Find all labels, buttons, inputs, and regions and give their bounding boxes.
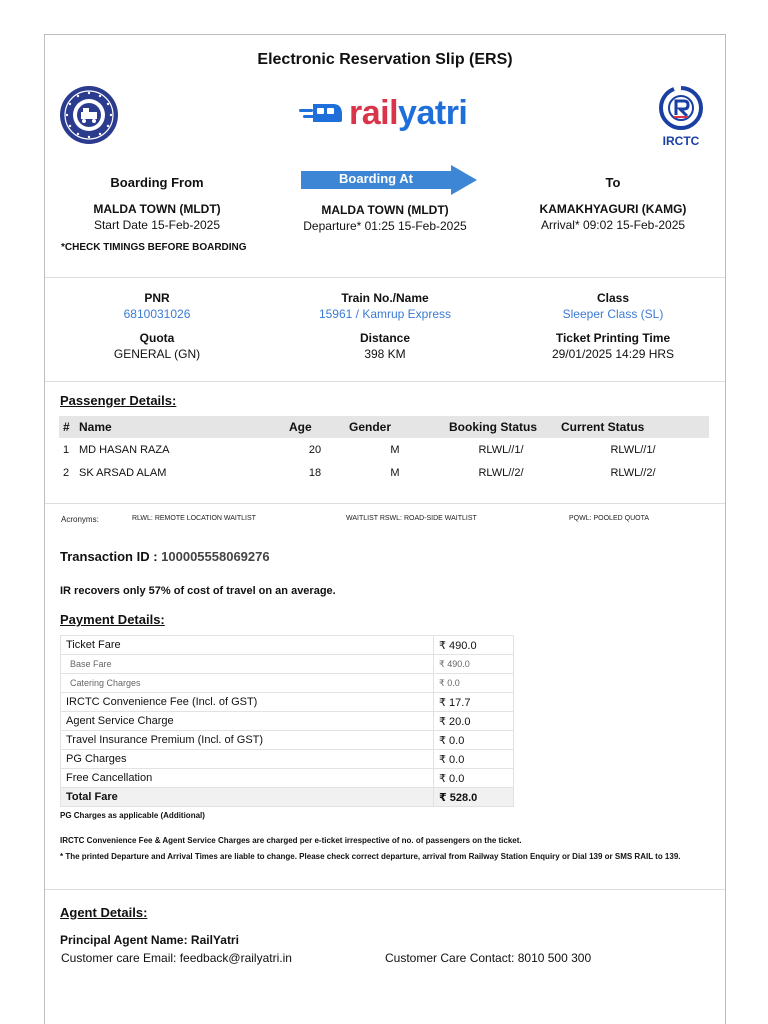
row-index: 2 bbox=[63, 466, 70, 479]
fare-label: Agent Service Charge bbox=[61, 712, 434, 731]
indian-railways-logo bbox=[59, 85, 119, 145]
fare-label: PG Charges bbox=[61, 750, 434, 769]
pnr-label: PNR bbox=[144, 291, 170, 305]
total-fare-row bbox=[61, 788, 514, 807]
fare-amount: ₹ 17.7 bbox=[434, 693, 514, 712]
class-value[interactable]: Sleeper Class (SL) bbox=[562, 307, 664, 321]
railyatri-logo bbox=[299, 93, 467, 133]
transaction-id: 100005558069276 bbox=[161, 549, 270, 564]
reservation-slip bbox=[44, 34, 726, 1024]
train-block bbox=[285, 291, 485, 321]
fare-label: Catering Charges bbox=[61, 674, 434, 693]
row-index: 1 bbox=[63, 443, 70, 456]
divider bbox=[45, 277, 725, 278]
booking-status: RLWL//1/ bbox=[478, 443, 524, 456]
fare-label: Base Fare bbox=[61, 655, 434, 674]
boarding-at-label: Boarding At bbox=[339, 171, 413, 186]
passenger-name: SK ARSAD ALAM bbox=[79, 466, 167, 479]
passenger-age: 20 bbox=[308, 443, 322, 456]
payment-details-title: Payment Details: bbox=[60, 612, 165, 627]
pnr-value[interactable]: 6810031026 bbox=[123, 307, 191, 321]
fare-amount: ₹ 0.0 bbox=[434, 750, 514, 769]
convenience-fee-note: IRCTC Convenience Fee & Agent Service Charges are charged per e-ticket irrespective of no. of passengers on the ticket. bbox=[60, 836, 522, 845]
agent-details-title: Agent Details: bbox=[60, 905, 148, 920]
destination bbox=[513, 165, 713, 232]
from-station: MALDA TOWN (MLDT) bbox=[93, 202, 221, 216]
class-label: Class bbox=[596, 291, 630, 305]
distance-block bbox=[285, 331, 485, 361]
train-label: Train No./Name bbox=[341, 291, 429, 305]
col-gender: Gender bbox=[345, 416, 445, 438]
pg-charges-note: PG Charges as applicable (Additional) bbox=[60, 811, 205, 820]
transaction-label: Transaction ID : bbox=[60, 549, 158, 564]
train-value[interactable]: 15961 / Kamrup Express bbox=[318, 307, 452, 321]
fare-amount: ₹ 0.0 bbox=[434, 731, 514, 750]
fare-amount: ₹ 0.0 bbox=[434, 674, 514, 693]
start-date: Start Date 15-Feb-2025 bbox=[93, 218, 221, 232]
customer-care-contact[interactable]: Customer Care Contact: 8010 500 300 bbox=[385, 951, 592, 965]
boarding-at-arrow bbox=[301, 165, 477, 195]
total-fare-amount: ₹ 528.0 bbox=[434, 788, 514, 807]
distance-value: 398 KM bbox=[364, 347, 406, 361]
customer-care-email[interactable]: Customer care Email: feedback@railyatri.in bbox=[61, 951, 292, 965]
fare-label: Ticket Fare bbox=[61, 636, 434, 655]
railyatri-wordmark: railyatri bbox=[349, 94, 468, 132]
slip-title: Electronic Reservation Slip (ERS) bbox=[257, 51, 513, 68]
to-station: KAMAKHYAGURI (KAMG) bbox=[539, 202, 687, 216]
passenger-gender: M bbox=[390, 466, 400, 479]
fare-amount: ₹ 490.0 bbox=[434, 636, 514, 655]
fare-amount: ₹ 20.0 bbox=[434, 712, 514, 731]
class-block bbox=[513, 291, 713, 321]
passenger-age: 18 bbox=[308, 466, 322, 479]
departure-time: Departure* 01:25 15-Feb-2025 bbox=[303, 219, 467, 233]
fare-amount: ₹ 490.0 bbox=[434, 655, 514, 674]
payment-table bbox=[60, 635, 514, 807]
fare-row bbox=[61, 712, 514, 731]
current-status: RLWL//2/ bbox=[610, 466, 656, 479]
divider bbox=[45, 503, 725, 504]
quota-block bbox=[57, 331, 257, 361]
timing-warning: *CHECK TIMINGS BEFORE BOARDING bbox=[61, 242, 247, 253]
passenger-table bbox=[59, 416, 709, 484]
fare-amount: ₹ 0.0 bbox=[434, 769, 514, 788]
fare-row bbox=[61, 731, 514, 750]
print-time-label: Ticket Printing Time bbox=[555, 331, 671, 345]
print-time-block bbox=[513, 331, 713, 361]
passenger-table-header bbox=[59, 416, 709, 438]
booking-status: RLWL//2/ bbox=[478, 466, 524, 479]
col-current-status: Current Status bbox=[557, 416, 709, 438]
quota-value: GENERAL (GN) bbox=[113, 347, 201, 361]
boarding-from-label: Boarding From bbox=[110, 175, 204, 190]
boarding-station: MALDA TOWN (MLDT) bbox=[321, 203, 449, 217]
col-age: Age bbox=[285, 416, 345, 438]
passenger-gender: M bbox=[390, 443, 400, 456]
fare-label: Free Cancellation bbox=[61, 769, 434, 788]
fare-label: IRCTC Convenience Fee (Incl. of GST) bbox=[61, 693, 434, 712]
fare-row bbox=[61, 693, 514, 712]
print-time-value: 29/01/2025 14:29 HRS bbox=[551, 347, 675, 361]
irctc-wordmark: IRCTC bbox=[662, 134, 700, 148]
fare-label: Travel Insurance Premium (Incl. of GST) bbox=[61, 731, 434, 750]
distance-label: Distance bbox=[359, 331, 411, 345]
table-row bbox=[59, 461, 709, 484]
to-label: To bbox=[605, 175, 621, 190]
boarding-at bbox=[285, 203, 485, 233]
timing-change-note: * The printed Departure and Arrival Times are liable to change. Please check correct departure, arrival from Railway Station Enquiry or Dial 139 or SMS RAIL to 139. bbox=[60, 852, 681, 861]
principal-agent-name: Principal Agent Name: RailYatri bbox=[60, 933, 239, 947]
irctc-logo bbox=[651, 85, 711, 149]
quota-label: Quota bbox=[139, 331, 175, 345]
total-fare-label: Total Fare bbox=[61, 788, 434, 807]
fare-row bbox=[61, 674, 514, 693]
fare-row bbox=[61, 750, 514, 769]
fare-row bbox=[61, 655, 514, 674]
col-index: # bbox=[59, 416, 75, 438]
transaction-line bbox=[60, 549, 270, 564]
passenger-name: MD HASAN RAZA bbox=[79, 443, 170, 456]
fare-row bbox=[61, 769, 514, 788]
passenger-details-title: Passenger Details: bbox=[60, 393, 177, 408]
col-name: Name bbox=[75, 416, 285, 438]
col-booking-status: Booking Status bbox=[445, 416, 557, 438]
fare-row bbox=[61, 636, 514, 655]
boarding-from bbox=[57, 165, 257, 232]
current-status: RLWL//1/ bbox=[610, 443, 656, 456]
cost-recovery-note: IR recovers only 57% of cost of travel on an average. bbox=[60, 585, 336, 597]
arrival-time: Arrival* 09:02 15-Feb-2025 bbox=[540, 218, 686, 232]
acronym-rlwl: RLWL: REMOTE LOCATION WAITLIST bbox=[132, 515, 256, 522]
divider bbox=[45, 889, 725, 890]
table-row bbox=[59, 438, 709, 461]
pnr-block bbox=[57, 291, 257, 321]
divider bbox=[45, 381, 725, 382]
acronym-pqwl: PQWL: POOLED QUOTA bbox=[569, 515, 649, 522]
acronyms-label: Acronyms: bbox=[61, 515, 99, 524]
railyatri-train-icon bbox=[299, 100, 343, 126]
acronym-rswl: WAITLIST RSWL: ROAD-SIDE WAITLIST bbox=[346, 515, 477, 522]
